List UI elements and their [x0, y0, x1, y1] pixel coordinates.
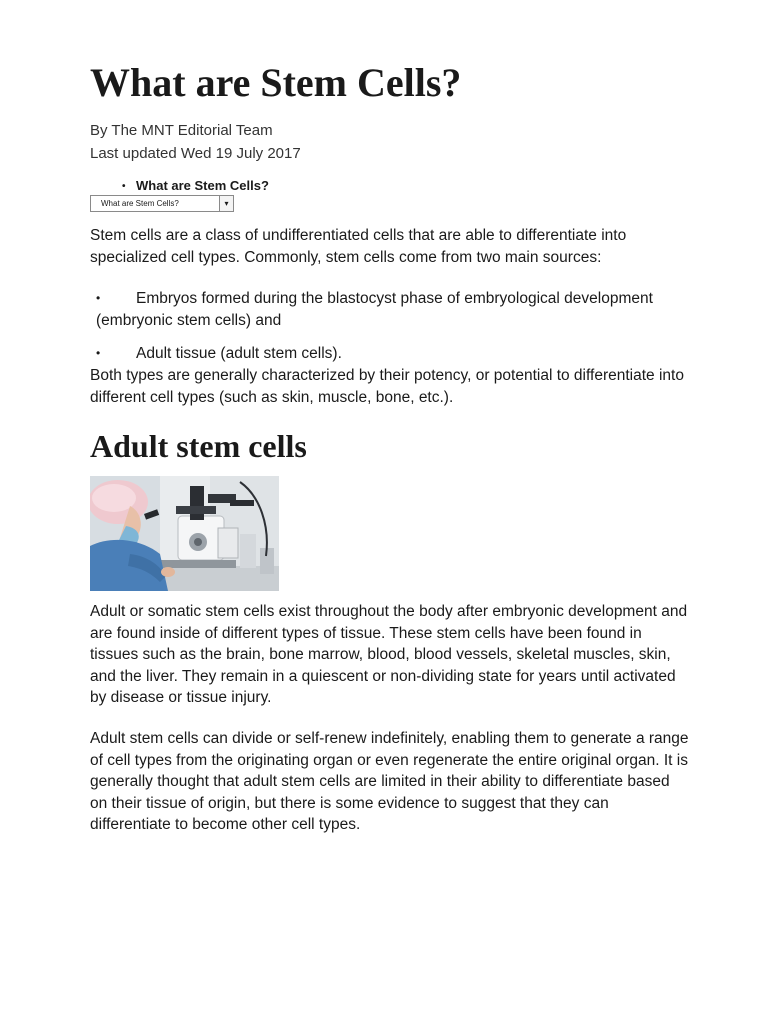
list-item — [90, 343, 690, 365]
intro-paragraph: Stem cells are a class of undifferentiated cells that are able to differentiate into specialized cell types. Commonly, stem cells come from two main sources: — [90, 227, 627, 266]
sources-list — [90, 343, 690, 365]
list-item-text: Adult tissue (adult stem cells). — [136, 345, 342, 362]
toc-item-label[interactable]: What are Stem Cells? — [136, 178, 269, 193]
list-item — [90, 288, 690, 331]
last-updated: Last updated Wed 19 July 2017 — [90, 145, 301, 162]
bullet-icon: • — [96, 346, 101, 360]
adult-stem-cells-paragraph-2: Adult stem cells can divide or self-renew indefinitely, enabling them to generate a range of cell types from the originating organ or even regenerate the entire original organ. It is generally thought that adult stem cells are limited in their ability to differentiate based on their tissue of origin, but there is some evidence to suggest that they can differentiate to become other cell types. — [90, 730, 689, 833]
adult-stem-cells-paragraph-1: Adult or somatic stem cells exist throughout the body after embryonic development and are found inside of different types of tissue. These stem cells have been found in tissues such as the brain, bone marrow, blood, blood vessels, skeletal muscles, skin, and the liver. They remain in a quiescent or non-dividing state for years until activated by disease or tissue injury. — [90, 603, 688, 706]
section-heading: Adult stem cells — [90, 428, 307, 464]
byline — [90, 119, 301, 165]
chevron-down-icon[interactable]: ▾ — [219, 196, 233, 211]
article-title: What are Stem Cells? — [90, 60, 462, 105]
table-of-contents — [122, 177, 269, 196]
bullet-icon: • — [96, 291, 101, 305]
lab-photo — [90, 476, 279, 591]
bullet-icon: • — [122, 181, 126, 192]
author-line: By The MNT Editorial Team — [90, 122, 273, 139]
sources-list — [90, 288, 690, 331]
toc-dropdown[interactable] — [90, 195, 234, 212]
list-item-text: Embryos formed during the blastocyst phase of embryological development (embryonic stem cells) and — [96, 290, 653, 329]
potency-paragraph: Both types are generally characterized by their potency, or potential to differentiate into different cell types (such as skin, muscle, bone, etc.). — [90, 367, 684, 406]
toc-dropdown-value: What are Stem Cells? — [101, 199, 179, 208]
